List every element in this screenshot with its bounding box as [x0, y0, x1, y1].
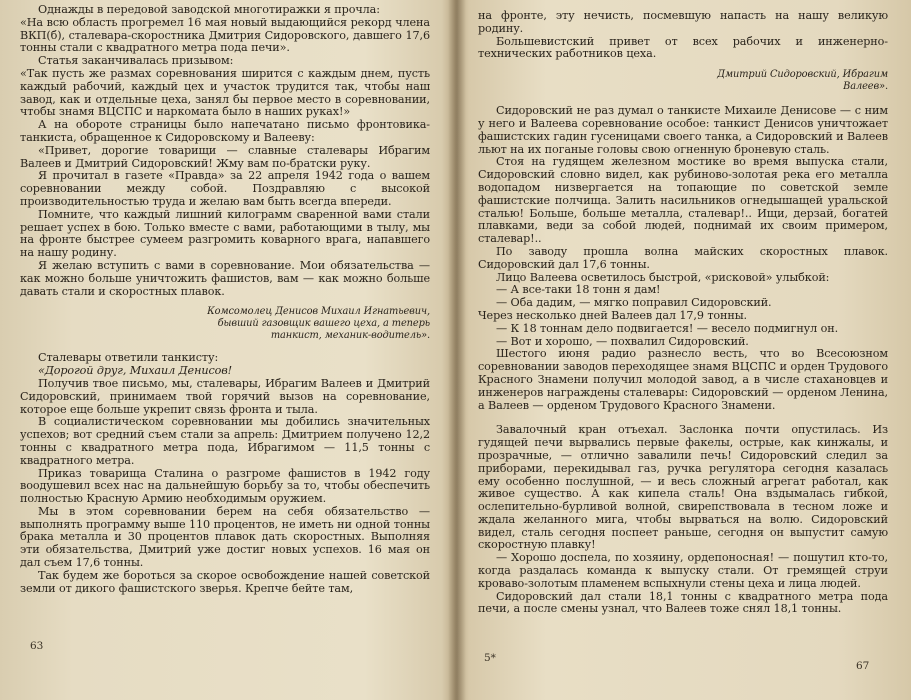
- paragraph: — А все-таки 18 тонн я дам!: [496, 283, 661, 297]
- paragraph: — Вот и хорошо, — похвалил Сидоровский.: [496, 334, 749, 348]
- paragraph: Статья заканчивалась призывом:: [38, 54, 234, 68]
- paragraph: «Привет, дорогие товарищи — славные сталевары Ибрагим Валеев и Дмитрий Сидоровский! Жму вам по-братски руку.: [20, 143, 430, 170]
- paragraph: Я прочитал в газете «Правда» за 22 апреля 1942 года о вашем соревновании между собой. Поздравляю с высокой производительностью труда и желаю вам быть всегда впереди.: [20, 169, 430, 208]
- paragraph: По заводу прошла волна майских скоростных плавок. Сидоровский дал 17,6 тонны.: [478, 244, 888, 271]
- paragraph: А на обороте страницы было напечатано письмо фронтовика-танкиста, обращенное к Сидоровскому и Валееву:: [20, 118, 430, 144]
- page-number: 67: [856, 660, 870, 672]
- page-number: 63: [30, 640, 44, 652]
- signature: Комсомолец Денисов Михаил Игнатьевич, бывший газовщик вашего цеха, а теперь танкист, механик-водитель».: [207, 306, 430, 342]
- paragraph: Приказ товарища Сталина о разгроме фашистов в 1942 году воодушевил всех нас на дальнейшую борьбу за то, чтобы обеспечить полностью Красную Армию необходимым оружием.: [20, 466, 430, 506]
- paragraph: — К 18 тоннам дело подвигается! — весело подмигнул он.: [496, 321, 839, 335]
- paragraph: Так будем же бороться за скорое освобождение нашей советской земли от дикого фашистского зверья. Крепче бейте там,: [20, 568, 430, 595]
- paragraph: В социалистическом соревновании мы добились значительных успехов; вот средний съем стали за апрель: Дмитрием получено 12,2 тонны с квадратного метра пода, Ибрагимом — 11,5 тонны с квадратного метра.: [20, 415, 430, 467]
- paragraph: «На всю область прогремел 16 мая новый выдающийся рекорд члена ВКП(б), сталевара-скоростника Дмитрия Сидоровского, давшего 17,6 тонны стали с квадратного метра пода печи».: [20, 15, 430, 55]
- paragraph: Большевистский привет от всех рабочих и инженерно-технических работников цеха.: [478, 34, 888, 61]
- paragraph: Я желаю вступить с вами в соревнование. Мои обязательства — как можно больше уничтожить фашистов, вам — как можно больше давать стали и скоростных плавок.: [20, 258, 430, 298]
- paragraph: — Оба дадим, — мягко поправил Сидоровский.: [496, 296, 772, 310]
- signature-mark: 5*: [484, 652, 496, 664]
- paragraph: Сидоровский не раз думал о танкисте Михаиле Денисове — с ним у него и Валеева соревнование особое: танкист Денисов уничтожает фашистских гадин гусеницами своего танка, а Сидоровский и Валеев льют на их поганые головы свою огненную броневую сталь.: [478, 104, 888, 156]
- paragraph: Завалочный кран отъехал. Заслонка почти опустилась. Из гудящей печи вырвались первые факелы, острые, как кинжалы, и прозрачные, — отлично завалили печь! Сидоровский следил за приборами, перекидывал газ, ручка регулятора сегодня казалась ему особенно послушной, — и весь сложный агрегат работал, как живое существо. А как кипела сталь! Она вздымалась гибкой, ослепительно-бурливой волной, свирепствовала в тесном ложе и ждала желанного мига, чтобы вырваться на волю. Сидоровский видел, сталь сегодня поспеет раньше, сегодня он выпустит самую скоростную плавку!: [478, 423, 888, 552]
- paragraph: Мы в этом соревновании берем на себя обязательство — выполнять программу выше 110 процентов, не иметь ни одной тонны брака металла и 30 процентов плавок дать скоростных. Выполняя эти обязательства, Дмитрий уже достиг новых успехов. 16 мая он дал съем 17,6 тонны.: [20, 504, 430, 570]
- paragraph: Сидоровский дал стали 18,1 тонны с квадратного метра пода печи, а после смены узнал, что Валеев тоже снял 18,1 тонны.: [478, 589, 888, 616]
- paragraph: Помните, что каждый лишний килограмм сваренной вами стали решает успех в бою. Только вместе с вами, работающими в тылу, мы на фронте быстрее сумеем разгромить коварного врага, напавшего на нашу родину.: [20, 207, 430, 260]
- paragraph: Шестого июня радио разнесло весть, что во Всесоюзном соревновании заводов переходящее знамя ВЦСПС и орден Трудового Красного Знамени получил молодой завод, а в числе стахановцев и инженеров награждены сталевары: Сидоровский — орденом Ленина, а Валеев — орденом Трудового Красного Знамени.: [478, 347, 888, 412]
- paragraph: Через несколько дней Валеев дал 17,9 тонны.: [478, 308, 748, 322]
- right-page: [478, 0, 888, 700]
- paragraph: Однажды в передовой заводской многотиражки я прочла:: [38, 3, 380, 16]
- left-page: [20, 0, 430, 700]
- paragraph: Стоя на гудящем железном мостике во время выпуска стали, Сидоровский словно видел, как рубиново-золотая река его металла водопадом низвергается на топающие по советской земле фашистские полчища. Залить насильников огнедышащей уральской сталью! Больше, больше металла, сталевар!.. Ищи, дерзай, богатей плавками, веди за собой людей, поднимай их своим примером, сталевар!..: [478, 155, 888, 246]
- paragraph: на фронте, эту нечисть, посмевшую напасть на нашу великую родину.: [478, 9, 888, 35]
- signature: Дмитрий Сидоровский, Ибрагим Валеев».: [717, 69, 888, 93]
- paragraph: «Так пусть же размах соревнования ширится с каждым днем, пусть каждый рабочий, каждый цех и участок трудится так, чтобы наш завод, как и отдельные цеха, занял бы первое место в соревновании, чтобы знамя ВЦСПС и наркомата было в наших руках!»: [20, 66, 430, 119]
- paragraph: — Хорошо доспела, по хозяину, ордепоносная! — пошутил кто-то, когда раздалась команда к выпуску стали. От гремящей струи кроваво-золотым пламенем вспыхнули стены цеха и лица людей.: [478, 551, 888, 590]
- paragraph: Сталевары ответили танкисту:: [38, 351, 219, 365]
- letter-greeting: «Дорогой друг, Михаил Денисов!: [38, 364, 233, 378]
- paragraph: Получив твое письмо, мы, сталевары, Ибрагим Валеев и Дмитрий Сидоровский, принимаем твой горячий вызов на соревнование, которое еще больше укрепит связь фронта и тыла.: [20, 376, 430, 416]
- paragraph: Лицо Валеева осветилось быстрой, «рисковой» улыбкой:: [496, 270, 830, 284]
- book-fold: [448, 0, 466, 700]
